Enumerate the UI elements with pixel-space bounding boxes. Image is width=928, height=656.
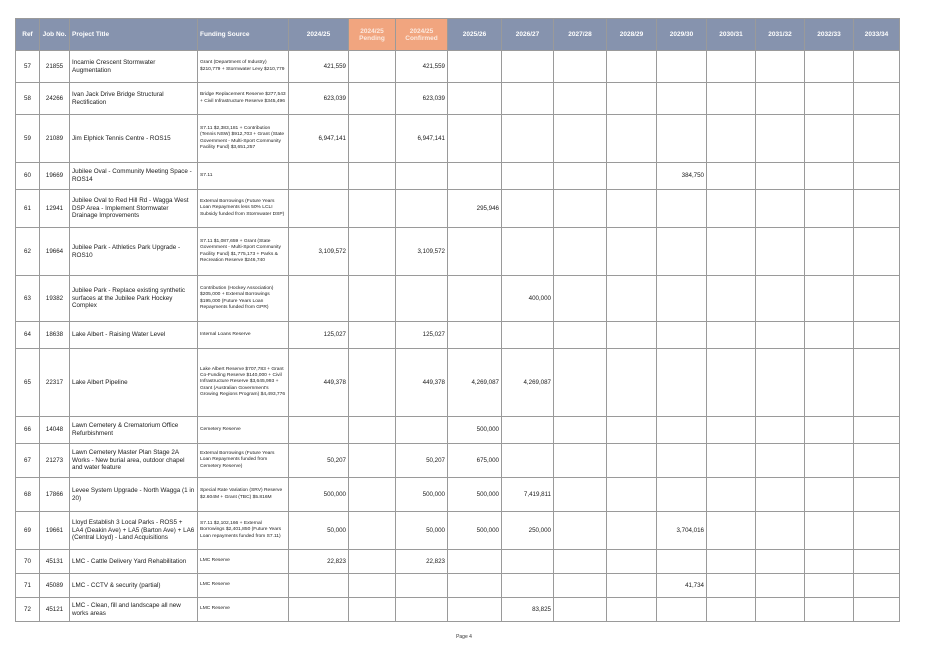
value-2031-32 [756,598,805,622]
value-2026-27 [502,51,554,83]
value-2030-31 [707,83,756,115]
value-2024-25-confirmed: 3,109,572 [396,228,448,276]
project-title-cell: Jubilee Oval - Community Meeting Space - ROS14 [70,163,198,190]
value-2024-25: 50,207 [289,444,349,478]
col-2032-33: 2032/33 [805,19,854,51]
value-2026-27: 4,269,087 [502,349,554,417]
value-2025-26 [448,574,502,598]
value-2025-26 [448,83,502,115]
value-2031-32 [756,190,805,228]
job-no-cell: 22317 [40,349,70,417]
value-2029-30 [657,51,707,83]
funding-source-cell: Contribution (Hockey Association) $205,000 + External Borrowings $195,000 (Future Years Loan Repayments funded from GPR) [198,276,289,322]
funding-source-cell: S7.11 $2,383,181 + Contribution (Tennis NSW) $912,703 + Grant (State Government - Multi-Sport Community Facility Fund) $3,651,257 [198,115,289,163]
funding-source-cell: LMC Reserve [198,598,289,622]
value-2024-25: 623,039 [289,83,349,115]
col-2027-28: 2027/28 [554,19,607,51]
value-2024-25: 50,000 [289,512,349,550]
value-2028-29 [607,115,657,163]
funding-source-cell: Cemetery Reserve [198,417,289,444]
value-2029-30 [657,83,707,115]
value-2031-32 [756,512,805,550]
ref-cell: 60 [16,163,40,190]
funding-source-cell: External Borrowings (Future Years Loan Repayments funded from Cemetery Reserve) [198,444,289,478]
table-row [16,228,900,276]
value-2028-29 [607,512,657,550]
value-2024-25-confirmed: 421,559 [396,51,448,83]
value-2032-33 [805,190,854,228]
value-2024-25-confirmed: 22,823 [396,550,448,574]
value-2027-28 [554,417,607,444]
value-2033-34 [854,417,900,444]
value-2028-29 [607,574,657,598]
value-2033-34 [854,163,900,190]
value-2031-32 [756,574,805,598]
value-2024-25: 3,109,572 [289,228,349,276]
value-2030-31 [707,512,756,550]
job-no-cell: 18638 [40,322,70,349]
value-2024-25-pending [349,349,396,417]
value-2027-28 [554,190,607,228]
project-title-cell: Jim Elphick Tennis Centre - ROS15 [70,115,198,163]
value-2033-34 [854,444,900,478]
funding-source-cell: S7.11 [198,163,289,190]
col-2029-30: 2029/30 [657,19,707,51]
value-2031-32 [756,349,805,417]
value-2027-28 [554,163,607,190]
value-2030-31 [707,163,756,190]
value-2027-28 [554,574,607,598]
value-2029-30: 41,734 [657,574,707,598]
job-no-cell: 12941 [40,190,70,228]
ref-cell: 71 [16,574,40,598]
value-2024-25: 22,823 [289,550,349,574]
col-2024-25-pending: 2024/25 Pending [349,19,396,51]
col-2030-31: 2030/31 [707,19,756,51]
funding-source-cell: Grant (Department of Industry) $210,779 + Stormwater Levy $210,779 [198,51,289,83]
value-2026-27 [502,574,554,598]
job-no-cell: 45121 [40,598,70,622]
value-2032-33 [805,417,854,444]
ref-cell: 58 [16,83,40,115]
value-2025-26 [448,163,502,190]
value-2032-33 [805,444,854,478]
value-2024-25-pending [349,512,396,550]
job-no-cell: 24266 [40,83,70,115]
project-title-cell: Jubilee Park - Replace existing synthetic surfaces at the Jubilee Park Hockey Complex [70,276,198,322]
table-row [16,574,900,598]
value-2033-34 [854,276,900,322]
value-2032-33 [805,512,854,550]
value-2027-28 [554,444,607,478]
value-2033-34 [854,115,900,163]
col-2025-26: 2025/26 [448,19,502,51]
job-no-cell: 19669 [40,163,70,190]
value-2030-31 [707,478,756,512]
funding-source-cell: LMC Reserve [198,574,289,598]
funding-source-cell: Special Rate Variation (SRV) Reserve $2.604M + Grant (TBC) $5.816M [198,478,289,512]
value-2024-25-pending [349,417,396,444]
value-2025-26 [448,115,502,163]
value-2032-33 [805,115,854,163]
job-no-cell: 19382 [40,276,70,322]
value-2029-30: 384,750 [657,163,707,190]
value-2024-25: 421,559 [289,51,349,83]
value-2024-25: 125,027 [289,322,349,349]
value-2024-25-confirmed: 623,039 [396,83,448,115]
job-no-cell: 21855 [40,51,70,83]
table-row [16,190,900,228]
value-2031-32 [756,417,805,444]
project-title-cell: Lawn Cemetery & Crematorium Office Refurbishment [70,417,198,444]
value-2027-28 [554,598,607,622]
table-row [16,83,900,115]
value-2028-29 [607,51,657,83]
project-title-cell: Lawn Cemetery Master Plan Stage 2A Works - New burial area, outdoor chapel and water feature [70,444,198,478]
value-2030-31 [707,598,756,622]
project-title-cell: LMC - Cattle Delivery Yard Rehabilitation [70,550,198,574]
value-2024-25-confirmed [396,574,448,598]
ref-cell: 63 [16,276,40,322]
value-2030-31 [707,190,756,228]
value-2025-26: 500,000 [448,512,502,550]
project-title-cell: Lake Albert - Raising Water Level [70,322,198,349]
project-title-cell: Ivan Jack Drive Bridge Structural Rectification [70,83,198,115]
value-2030-31 [707,574,756,598]
value-2028-29 [607,444,657,478]
value-2028-29 [607,550,657,574]
value-2033-34 [854,478,900,512]
value-2028-29 [607,190,657,228]
job-no-cell: 19661 [40,512,70,550]
header-row [16,19,900,51]
job-no-cell: 19664 [40,228,70,276]
value-2025-26: 675,000 [448,444,502,478]
value-2026-27 [502,115,554,163]
project-title-cell: Jubilee Oval to Red Hill Rd - Wagga West DSP Area - Implement Stormwater Drainage Improvements [70,190,198,228]
funding-source-cell: Internal Loans Reserve [198,322,289,349]
value-2024-25 [289,190,349,228]
value-2025-26: 4,269,087 [448,349,502,417]
project-title-cell: LMC - CCTV & security (partial) [70,574,198,598]
value-2031-32 [756,228,805,276]
value-2026-27: 250,000 [502,512,554,550]
ref-cell: 72 [16,598,40,622]
value-2029-30 [657,349,707,417]
value-2030-31 [707,115,756,163]
value-2031-32 [756,51,805,83]
value-2024-25: 6,947,141 [289,115,349,163]
value-2025-26 [448,550,502,574]
project-title-cell: Lloyd Establish 3 Local Parks - ROS5 + LA4 (Deakin Ave) + LA5 (Barton Ave) + LA6 (Central Lloyd) - Land Acquisitions [70,512,198,550]
table-row [16,512,900,550]
col-2031-32: 2031/32 [756,19,805,51]
value-2024-25-confirmed: 50,207 [396,444,448,478]
value-2031-32 [756,115,805,163]
value-2031-32 [756,276,805,322]
funding-source-cell: External Borrowings (Future Years Loan Repayments less 50% LCLI Subsidy funded from Stormwater DSP) [198,190,289,228]
value-2029-30 [657,478,707,512]
value-2024-25-confirmed: 449,378 [396,349,448,417]
value-2033-34 [854,83,900,115]
value-2024-25-confirmed: 50,000 [396,512,448,550]
value-2024-25-confirmed [396,598,448,622]
value-2025-26: 500,000 [448,417,502,444]
value-2026-27 [502,444,554,478]
value-2033-34 [854,598,900,622]
value-2030-31 [707,550,756,574]
value-2029-30 [657,228,707,276]
value-2031-32 [756,444,805,478]
table-row [16,349,900,417]
value-2030-31 [707,228,756,276]
value-2029-30 [657,276,707,322]
table-row [16,51,900,83]
ref-cell: 67 [16,444,40,478]
value-2028-29 [607,83,657,115]
value-2025-26 [448,51,502,83]
table-row [16,322,900,349]
value-2032-33 [805,83,854,115]
value-2028-29 [607,349,657,417]
col-job-no: Job No. [40,19,70,51]
value-2026-27: 400,000 [502,276,554,322]
funding-source-cell: Lake Albert Reserve $707,783 + Grant Co-Funding Reserve $140,000 + Civil Infrastructure Reserve $3,645,993 + Grant (Australian Government's Growing Regions Program) $4,493,776 [198,349,289,417]
col-2033-34: 2033/34 [854,19,900,51]
col-2024-25: 2024/25 [289,19,349,51]
job-no-cell: 14048 [40,417,70,444]
value-2024-25-confirmed: 500,000 [396,478,448,512]
value-2032-33 [805,598,854,622]
value-2024-25-pending [349,322,396,349]
value-2028-29 [607,478,657,512]
value-2026-27: 83,825 [502,598,554,622]
funding-source-cell: S7.11 $2,102,166 + External Borrowings $2,401,850 (Future Years Loan repayments funded from S7.11) [198,512,289,550]
value-2028-29 [607,276,657,322]
value-2032-33 [805,163,854,190]
value-2027-28 [554,349,607,417]
value-2032-33 [805,574,854,598]
table-row [16,550,900,574]
table-row [16,478,900,512]
funding-source-cell: LMC Reserve [198,550,289,574]
value-2029-30 [657,598,707,622]
value-2033-34 [854,574,900,598]
value-2024-25 [289,417,349,444]
funding-source-cell: Bridge Replacement Reserve $277,543 + Civil Infrastructure Reserve $345,496 [198,83,289,115]
col-ref: Ref [16,19,40,51]
ref-cell: 64 [16,322,40,349]
table-row [16,115,900,163]
ref-cell: 70 [16,550,40,574]
value-2033-34 [854,51,900,83]
value-2024-25-pending [349,190,396,228]
value-2028-29 [607,322,657,349]
value-2025-26 [448,598,502,622]
col-funding-source: Funding Source [198,19,289,51]
job-no-cell: 45131 [40,550,70,574]
value-2025-26: 500,000 [448,478,502,512]
value-2024-25 [289,276,349,322]
project-title-cell: Lake Albert Pipeline [70,349,198,417]
value-2030-31 [707,444,756,478]
value-2024-25: 500,000 [289,478,349,512]
ref-cell: 62 [16,228,40,276]
value-2025-26 [448,322,502,349]
value-2024-25-pending [349,51,396,83]
value-2024-25-pending [349,276,396,322]
value-2026-27 [502,163,554,190]
table-body [16,51,900,622]
col-project-title: Project Title [70,19,198,51]
ref-cell: 65 [16,349,40,417]
job-no-cell: 45089 [40,574,70,598]
project-title-cell: Incarnie Crescent Stormwater Augmentation [70,51,198,83]
value-2028-29 [607,228,657,276]
value-2024-25-confirmed [396,417,448,444]
value-2027-28 [554,550,607,574]
value-2031-32 [756,322,805,349]
value-2030-31 [707,349,756,417]
value-2032-33 [805,228,854,276]
value-2024-25-pending [349,598,396,622]
value-2024-25-confirmed [396,163,448,190]
table-row [16,598,900,622]
funding-source-cell: S7.11 $1,087,659 + Grant (State Government - Multi-Sport Community Facility Fund) $1,775,173 + Parks & Recreation Reserve $246,740 [198,228,289,276]
value-2031-32 [756,478,805,512]
value-2024-25-confirmed [396,190,448,228]
value-2024-25-pending [349,163,396,190]
table-row [16,444,900,478]
value-2026-27 [502,322,554,349]
value-2027-28 [554,83,607,115]
ref-cell: 68 [16,478,40,512]
capital-works-table [15,18,900,622]
value-2027-28 [554,322,607,349]
col-2026-27: 2026/27 [502,19,554,51]
value-2027-28 [554,228,607,276]
table-row [16,163,900,190]
job-no-cell: 17866 [40,478,70,512]
value-2025-26 [448,228,502,276]
value-2030-31 [707,417,756,444]
value-2027-28 [554,512,607,550]
value-2026-27 [502,550,554,574]
value-2031-32 [756,163,805,190]
value-2029-30 [657,417,707,444]
value-2033-34 [854,512,900,550]
table-row [16,417,900,444]
table-row [16,276,900,322]
value-2028-29 [607,598,657,622]
value-2031-32 [756,83,805,115]
value-2024-25 [289,598,349,622]
ref-cell: 59 [16,115,40,163]
job-no-cell: 21273 [40,444,70,478]
value-2033-34 [854,190,900,228]
value-2032-33 [805,51,854,83]
value-2033-34 [854,228,900,276]
value-2026-27 [502,228,554,276]
value-2027-28 [554,478,607,512]
value-2024-25-confirmed: 6,947,141 [396,115,448,163]
col-2024-25-confirmed: 2024/25 Confirmed [396,19,448,51]
value-2024-25-pending [349,115,396,163]
value-2032-33 [805,322,854,349]
project-title-cell: Jubilee Park - Athletics Park Upgrade - ROS10 [70,228,198,276]
value-2031-32 [756,550,805,574]
value-2024-25-pending [349,444,396,478]
value-2026-27 [502,83,554,115]
value-2033-34 [854,550,900,574]
ref-cell: 57 [16,51,40,83]
value-2030-31 [707,51,756,83]
page-number: Page 4 [456,634,472,640]
value-2025-26: 295,946 [448,190,502,228]
value-2029-30 [657,115,707,163]
value-2029-30: 3,704,016 [657,512,707,550]
value-2027-28 [554,276,607,322]
value-2032-33 [805,349,854,417]
value-2024-25 [289,163,349,190]
value-2028-29 [607,163,657,190]
value-2033-34 [854,322,900,349]
value-2027-28 [554,51,607,83]
table-header [16,19,900,51]
value-2029-30 [657,322,707,349]
project-title-cell: LMC - Clean, fill and landscape all new works areas [70,598,198,622]
value-2030-31 [707,322,756,349]
value-2024-25-pending [349,83,396,115]
ref-cell: 66 [16,417,40,444]
value-2026-27 [502,417,554,444]
value-2033-34 [854,349,900,417]
value-2024-25 [289,574,349,598]
value-2024-25-confirmed [396,276,448,322]
value-2032-33 [805,478,854,512]
value-2024-25-pending [349,478,396,512]
value-2024-25: 449,378 [289,349,349,417]
value-2026-27: 7,419,811 [502,478,554,512]
value-2029-30 [657,444,707,478]
value-2024-25-confirmed: 125,027 [396,322,448,349]
job-no-cell: 21089 [40,115,70,163]
value-2032-33 [805,550,854,574]
value-2030-31 [707,276,756,322]
value-2024-25-pending [349,228,396,276]
value-2032-33 [805,276,854,322]
value-2026-27 [502,190,554,228]
ref-cell: 69 [16,512,40,550]
col-2028-29: 2028/29 [607,19,657,51]
value-2027-28 [554,115,607,163]
value-2029-30 [657,190,707,228]
project-title-cell: Levee System Upgrade - North Wagga (1 in 20) [70,478,198,512]
value-2024-25-pending [349,574,396,598]
value-2024-25-pending [349,550,396,574]
ref-cell: 61 [16,190,40,228]
value-2028-29 [607,417,657,444]
value-2029-30 [657,550,707,574]
value-2025-26 [448,276,502,322]
